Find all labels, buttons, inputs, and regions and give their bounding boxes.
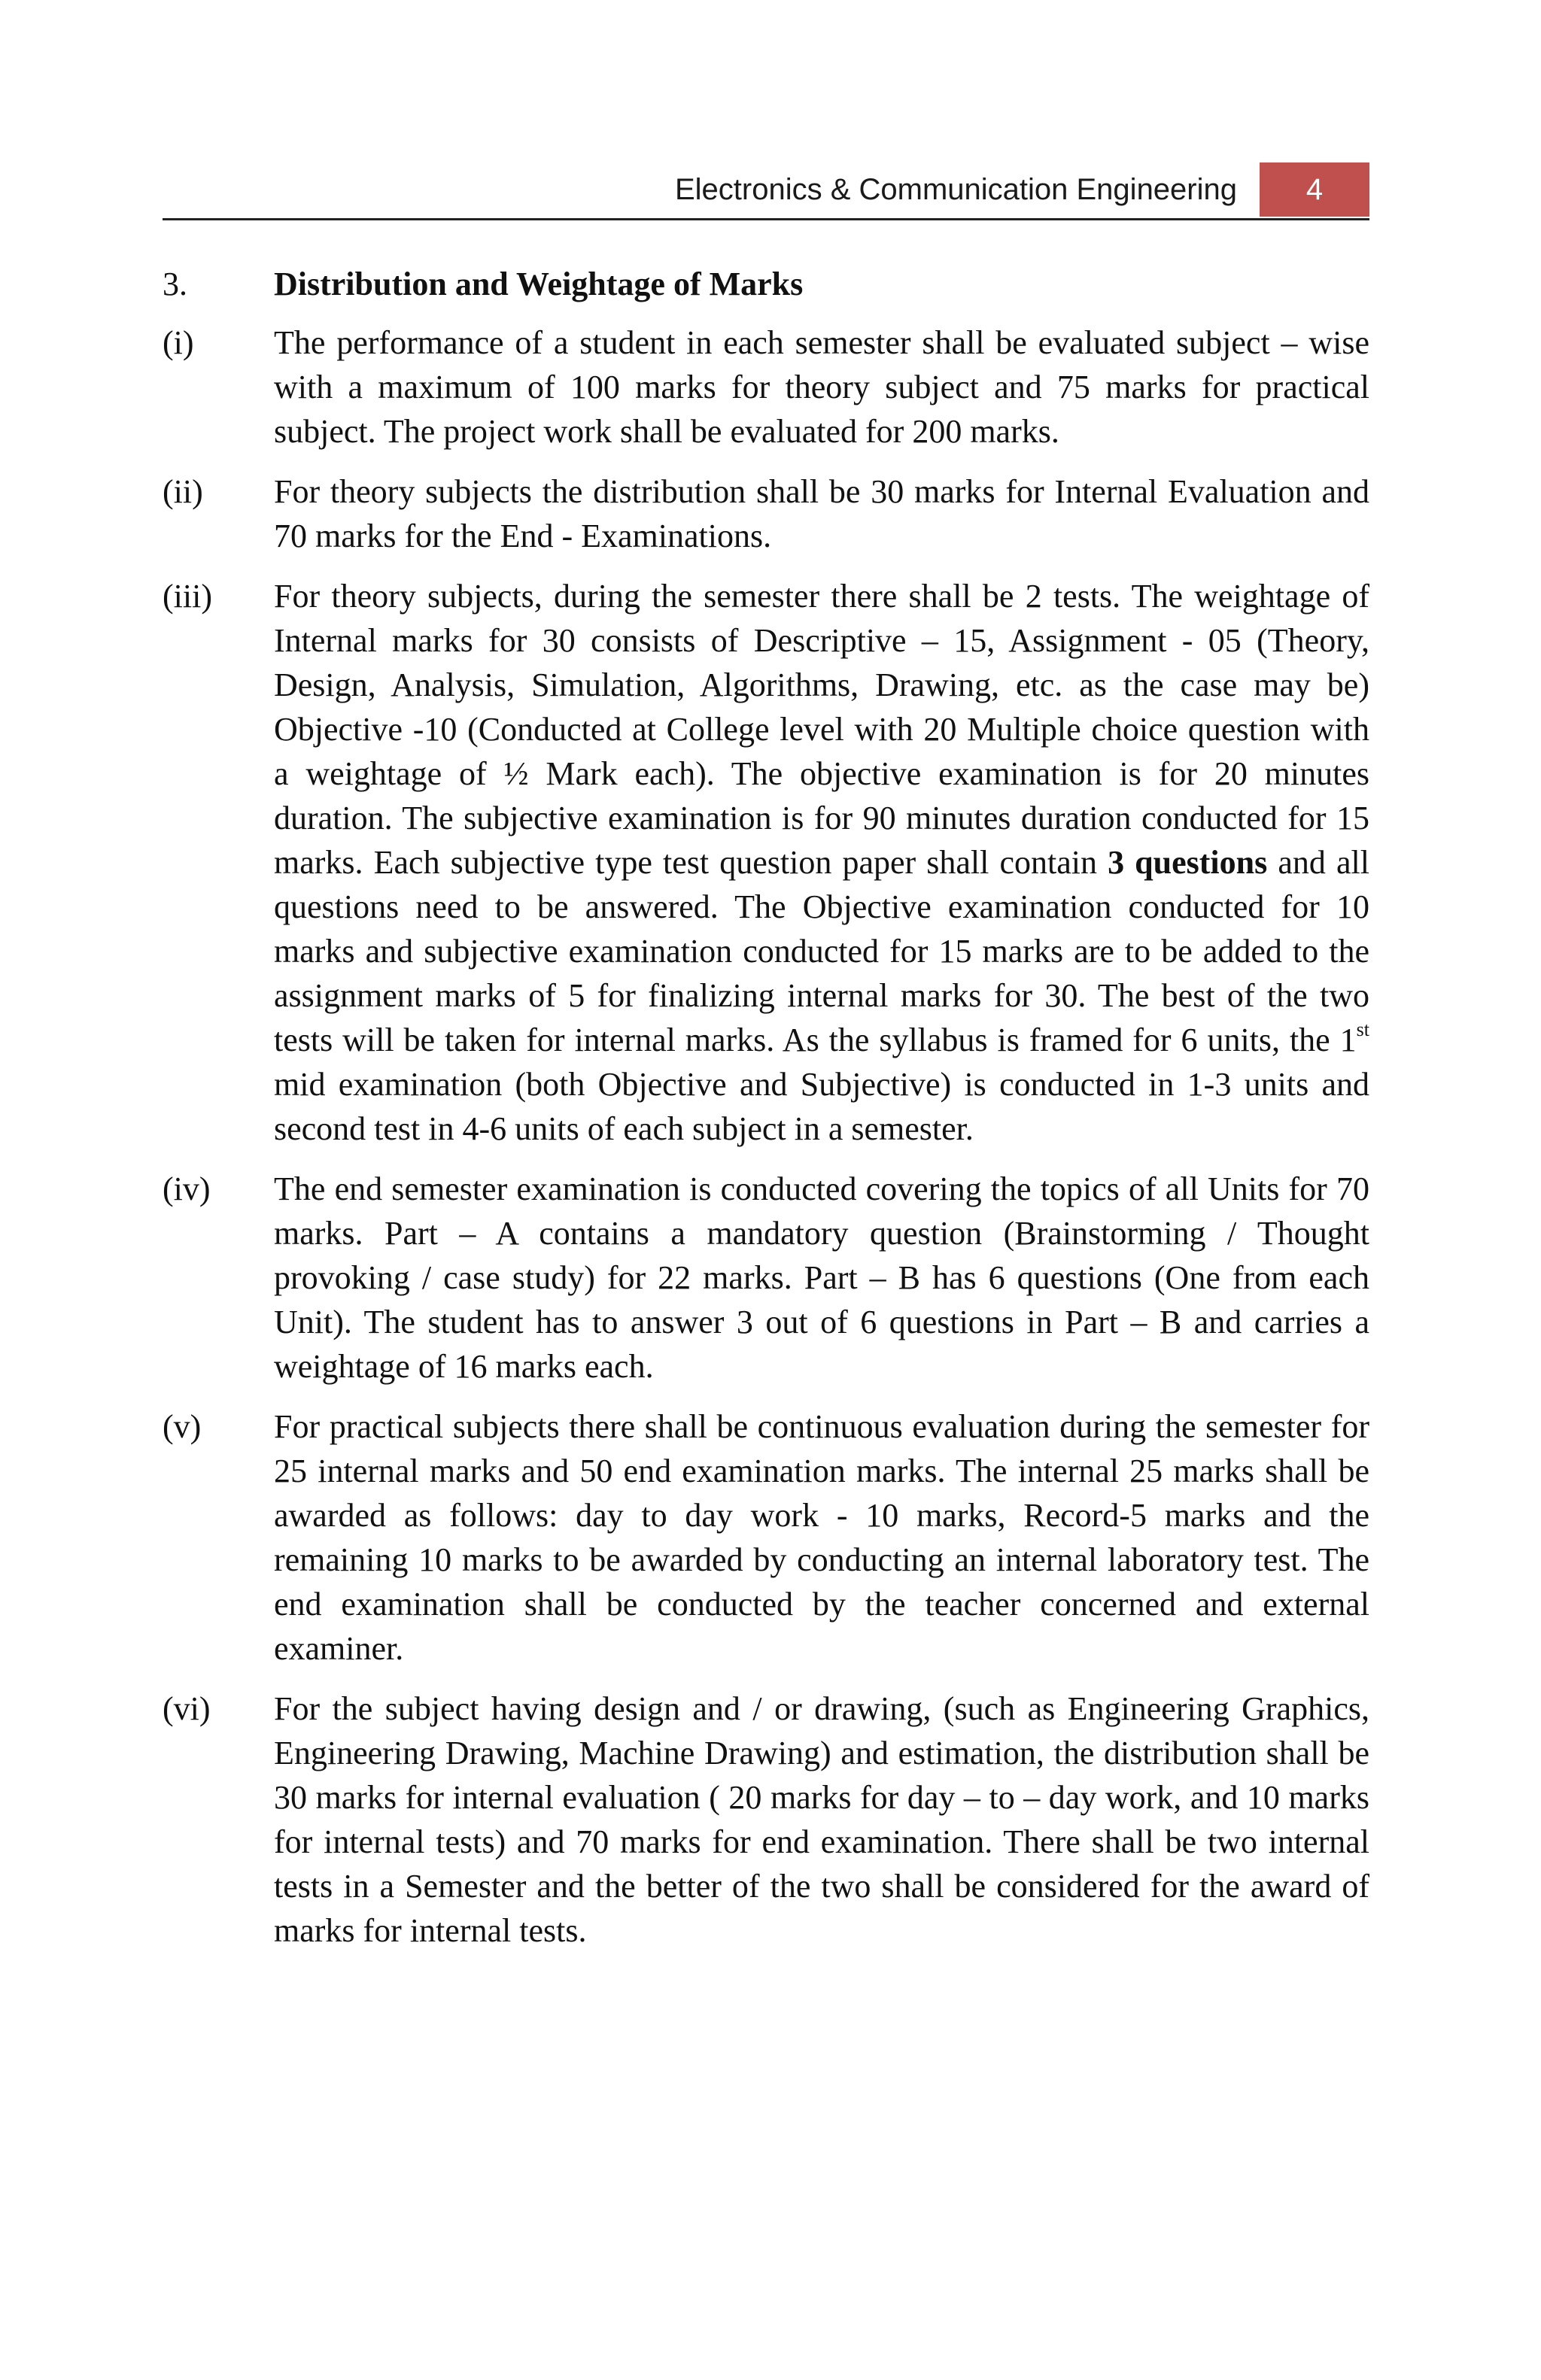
item-text: For theory subjects the distribution shall be 30 marks for Internal Evaluation and 70 marks for the End - Examinations. xyxy=(274,473,1369,554)
item-text: For the subject having design and / or drawing, (such as Engineering Graphics, Engineering Drawing, Machine Drawing) and estimation, the distribution shall be 30 marks for internal evaluation ( 20 marks for day – to – day work, and 10 marks for internal tests) and 70 marks for end examination. There shall be two internal tests in a Semester and the better of the two shall be considered for the award of marks for internal tests. xyxy=(274,1690,1369,1949)
item-text: The performance of a student in each semester shall be evaluated subject – wise with a maximum of 100 marks for theory subject and 75 marks for practical subject. The project work shall be evaluated for 200 marks. xyxy=(274,324,1369,450)
list-item xyxy=(163,320,1369,454)
item-text-part: mid examination (both Objective and Subjective) is conducted in 1-3 units and second test in 4-6 units of each subject in a semester. xyxy=(274,1066,1369,1147)
item-label: (iv) xyxy=(163,1170,211,1207)
item-label: (i) xyxy=(163,324,194,361)
list-item xyxy=(163,574,1369,1151)
page-number: 4 xyxy=(1305,172,1324,206)
ordinal-suffix: st xyxy=(1356,1018,1369,1040)
item-text: For practical subjects there shall be continuous evaluation during the semester for 25 internal marks and 50 end examination marks. The internal 25 marks shall be awarded as follows: day to day work - 10 marks, Record-5 marks and the remaining 10 marks to be awarded by conducting an internal laboratory test. The end examination shall be conducted by the teacher concerned and external examiner. xyxy=(274,1408,1369,1667)
item-label: (ii) xyxy=(163,473,203,510)
list-item xyxy=(163,469,1369,558)
item-text-part: For theory subjects, during the semester there shall be 2 tests. The weightage of Internal marks for 30 consists of Descriptive – 15, Assignment - 05 (Theory, Design, Analysis, Simulation, Algorithms, Drawing, etc. as the case may be) Objective -10 (Conducted at College level with 20 Multiple choice question with a weightage of ½ Mark each). The objective examination is for 20 minutes duration. The subjective examination is for 90 minutes duration conducted for 15 marks. Each subjective type test question paper shall contain xyxy=(274,578,1369,881)
list-item xyxy=(163,1167,1369,1389)
document-body xyxy=(163,262,1369,1969)
item-text-bold: 3 questions xyxy=(1108,844,1268,881)
item-label: (iii) xyxy=(163,578,212,615)
item-label: (v) xyxy=(163,1408,202,1445)
item-text: The end semester examination is conducted covering the topics of all Units for 70 marks. Part – A contains a mandatory question (Brainstorming / Thought provoking / case study) for 22 marks. Part – B has 6 questions (One from each Unit). The student has to answer 3 out of 6 questions in Part – B and carries a weightage of 16 marks each. xyxy=(274,1170,1369,1385)
section-heading xyxy=(163,262,1369,307)
header-title: Electronics & Communication Engineering xyxy=(674,173,1237,206)
list-item xyxy=(163,1404,1369,1671)
header-divider xyxy=(163,218,1369,220)
page-number-badge xyxy=(1260,162,1369,217)
item-text-part: and all questions need to be answered. The Objective examination conducted for 10 marks and subjective examination conducted for 15 marks are to be added to the assignment marks of 5 for finalizing internal marks for 30. The best of the two tests will be taken for internal marks. As the syllabus is framed for 6 units, the 1 xyxy=(274,844,1369,1058)
item-text xyxy=(274,574,1369,1151)
section-number: 3. xyxy=(163,266,187,302)
list-item xyxy=(163,1686,1369,1953)
item-label: (vi) xyxy=(163,1690,211,1727)
section-title: Distribution and Weightage of Marks xyxy=(274,266,804,302)
page-header xyxy=(163,162,1369,220)
